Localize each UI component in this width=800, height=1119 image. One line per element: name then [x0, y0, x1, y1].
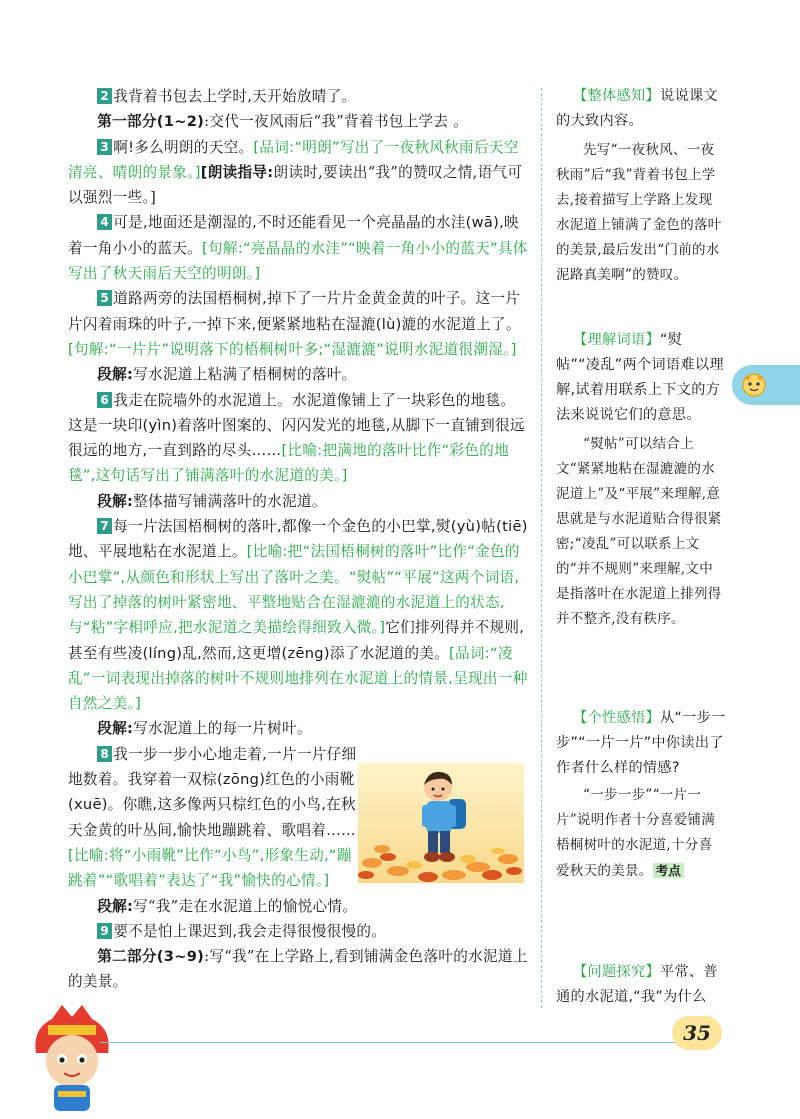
section-summary-4: [68, 894, 530, 919]
paragraph-text: 要不是怕上课迟到,我会走得很慢很慢的。: [113, 922, 387, 940]
section-summary-label: 段解:: [97, 720, 134, 738]
paragraph-text: 每一片法国梧桐树的落叶,都像一个金色的小巴掌,熨(yù)帖(tiē)地、平展地粘在水泥道上。: [68, 518, 528, 561]
sidebar-question: [556, 328, 726, 428]
question-text: “熨帖”“凌乱”两个词语难以理解,试着用联系上下文的方法来说说它们的意思。: [556, 332, 724, 423]
metaphor-note: [比喻:把“法国梧桐树的落叶”比作“金色的小巴掌”,从颜色和形状上写出了落叶之美。“熨帖”“平展”这两个词语,写出了掉落的树叶紧密地、平整地贴合在湿漉漉的水泥道上的状态,与“粘”字相呼应,把水泥道之美描绘得细致入微。]: [68, 543, 520, 637]
section-tag: 【理解词语】: [573, 332, 660, 348]
part-label: 第一部分: [97, 113, 157, 131]
part-label: 第二部分: [97, 948, 157, 966]
part-summary-1: [68, 109, 530, 134]
answer-text: [556, 783, 726, 884]
section-summary-3: [68, 716, 530, 741]
mascot-illustration: [22, 995, 122, 1115]
paragraph-number: 3: [97, 139, 112, 155]
sentence-analysis-note: [句解:“亮晶晶的水洼”“映着一角小小的蓝天”具体写出了秋天雨后天空的明朗。]: [68, 239, 528, 283]
paragraph-text: 道路两旁的法国梧桐树,掉下了一片片金黄金黄的叶子。这一片片闪着雨珠的叶子,一掉下来,便紧紧地粘在湿漉(lù)漉的水泥道上了。: [68, 290, 521, 333]
sidebar-overall-perception: [556, 84, 726, 288]
section-summary-text: 写水泥道上粘满了梧桐树的落叶。: [133, 366, 357, 384]
reading-guide-label: [朗读指导:: [200, 163, 274, 181]
column-divider: [541, 88, 542, 1008]
paragraph-number: 4: [97, 214, 112, 230]
paragraph-number: 2: [97, 88, 112, 104]
footer-rule: [100, 1042, 680, 1043]
sidebar-question: [556, 706, 726, 781]
paragraph-number: 8: [97, 746, 112, 762]
paragraph-text: 可是,地面还是潮湿的,不时还能看见一个亮晶晶的水洼(wā),映着一角小小的蓝天。: [68, 214, 519, 257]
sidebar-personal-insight: [556, 706, 726, 884]
page-number: 35: [672, 1016, 722, 1050]
answer-body: “一步一步”“一片一片”说明作者十分喜爱铺满梧桐树叶的水泥道,十分喜爱秋天的美景。: [556, 787, 716, 879]
mascot-face-icon: [736, 365, 776, 405]
part-note: :交代一夜风雨后“我”背着书包上学去 。: [204, 113, 469, 131]
paragraph-text-continued: 它们排列得并不规则,甚至有些凌(líng)乱,然而,这更增(zēng)添了水泥道的美。: [68, 619, 525, 662]
section-summary-text: 写水泥道上的每一片树叶。: [133, 720, 312, 738]
paragraph-text: 我走在院墙外的水泥道上。水泥道像铺上了一块彩色的地毯。这是一块印(yìn)着落叶图案的、闪闪发光的地毯,从脚下一直铺到很远很远的地方,一直到路的尽头……: [68, 391, 525, 460]
question-text: 从“一步一步”“一片一片”中你读出了作者什么样的情感?: [556, 710, 726, 776]
sidebar-question: [556, 960, 726, 1010]
paragraph-5: [68, 286, 530, 362]
word-analysis-note: [品词:“凌乱”一词表现出掉落的树叶不规则地排列在水泥道上的情景,呈现出一种自然之美。]: [68, 644, 528, 713]
section-summary-text: 写“我”走在水泥道上的愉悦心情。: [133, 897, 358, 915]
paragraph-3: [68, 135, 530, 211]
paragraph-2: [68, 84, 530, 109]
part-range: (3~9): [156, 948, 205, 966]
answer-text: “熨帖”可以结合上文“紧紧地粘在湿漉漉的水泥道上”及“平展”来理解,意思就是与水泥道贴合得很紧密;“凌乱”可以联系上文的“并不规则”来理解,文中是指落叶在水泥道上排列得并不整齐,没有秩序。: [556, 436, 722, 627]
question-text: 平常、普通的水泥道,“我”为什么: [556, 964, 718, 1005]
sidebar-question: [556, 84, 726, 134]
part-note: :写“我”在上学路上,看到铺满金色落叶的水泥道上的美景。: [68, 948, 528, 991]
section-tag: 【整体感知】: [573, 88, 660, 104]
boy-walking-illustration: [358, 763, 524, 883]
section-summary-label: 段解:: [97, 492, 134, 510]
paragraph-number: 7: [97, 518, 112, 534]
sidebar-question-exploration: [556, 960, 726, 1010]
question-text: 说说课文的大致内容。: [556, 88, 718, 129]
section-summary-2: [68, 489, 530, 514]
part-summary-2: [68, 944, 530, 995]
paragraph-number: 5: [97, 290, 112, 306]
paragraph-number: 9: [97, 923, 112, 939]
answer-text: 先写“一夜秋风、一夜秋雨”后“我”背着书包上学去,接着描写上学路上发现水泥道上铺满了金色的落叶的美景,最后发出“门前的水泥路真美啊”的赞叹。: [556, 142, 722, 283]
section-summary-1: [68, 362, 530, 387]
paragraph-number: 6: [97, 392, 112, 408]
reading-guide-text: 朗读时,要读出“我”的赞叹之情,语气可以强烈一些。]: [68, 163, 523, 207]
section-summary-label: 段解:: [97, 366, 134, 384]
paragraph-7: [68, 514, 530, 716]
paragraph-text: 我一步一步小心地走着,一片一片仔细地数着。我穿着一双棕(zōng)红色的小雨靴(xuē)。你瞧,这多像两只棕红色的小鸟,在秋天金黄的叶丛间,愉快地蹦跳着、歌唱着……: [68, 745, 357, 839]
sidebar-word-understanding: [556, 328, 726, 632]
section-summary-label: 段解:: [97, 897, 134, 915]
section-tag: 【问题探究】: [573, 964, 660, 980]
metaphor-note: [比喻:将“小雨靴”比作“小鸟”,形象生动,“蹦跳着”“歌唱着”表达了“我”愉快的心情。]: [68, 846, 352, 890]
section-tag: 【个性感悟】: [573, 710, 660, 726]
exam-point-badge: 考点: [653, 863, 685, 878]
paragraph-4: [68, 210, 530, 286]
sentence-analysis-note: [句解:“一片片”说明落下的梧桐树叶多;“湿漉漉”说明水泥道很潮湿。]: [68, 340, 517, 358]
section-summary-text: 整体描写铺满落叶的水泥道。: [133, 492, 327, 510]
word-analysis-note: [品词:“明朗”写出了一夜秋风秋雨后天空清亮、晴朗的景象。]: [68, 138, 519, 181]
paragraph-text: 啊!多么明朗的天空。: [113, 138, 254, 156]
paragraph-text: 我背着书包去上学时,天开始放晴了。: [113, 88, 357, 105]
metaphor-note: [比喻:把满地的落叶比作“彩色的地毯”,这句话写出了铺满落叶的水泥道的美。]: [68, 442, 510, 485]
paragraph-6: [68, 388, 530, 489]
paragraph-9: [68, 919, 530, 944]
part-range: (1~2): [156, 113, 205, 131]
side-tab: [732, 365, 800, 405]
